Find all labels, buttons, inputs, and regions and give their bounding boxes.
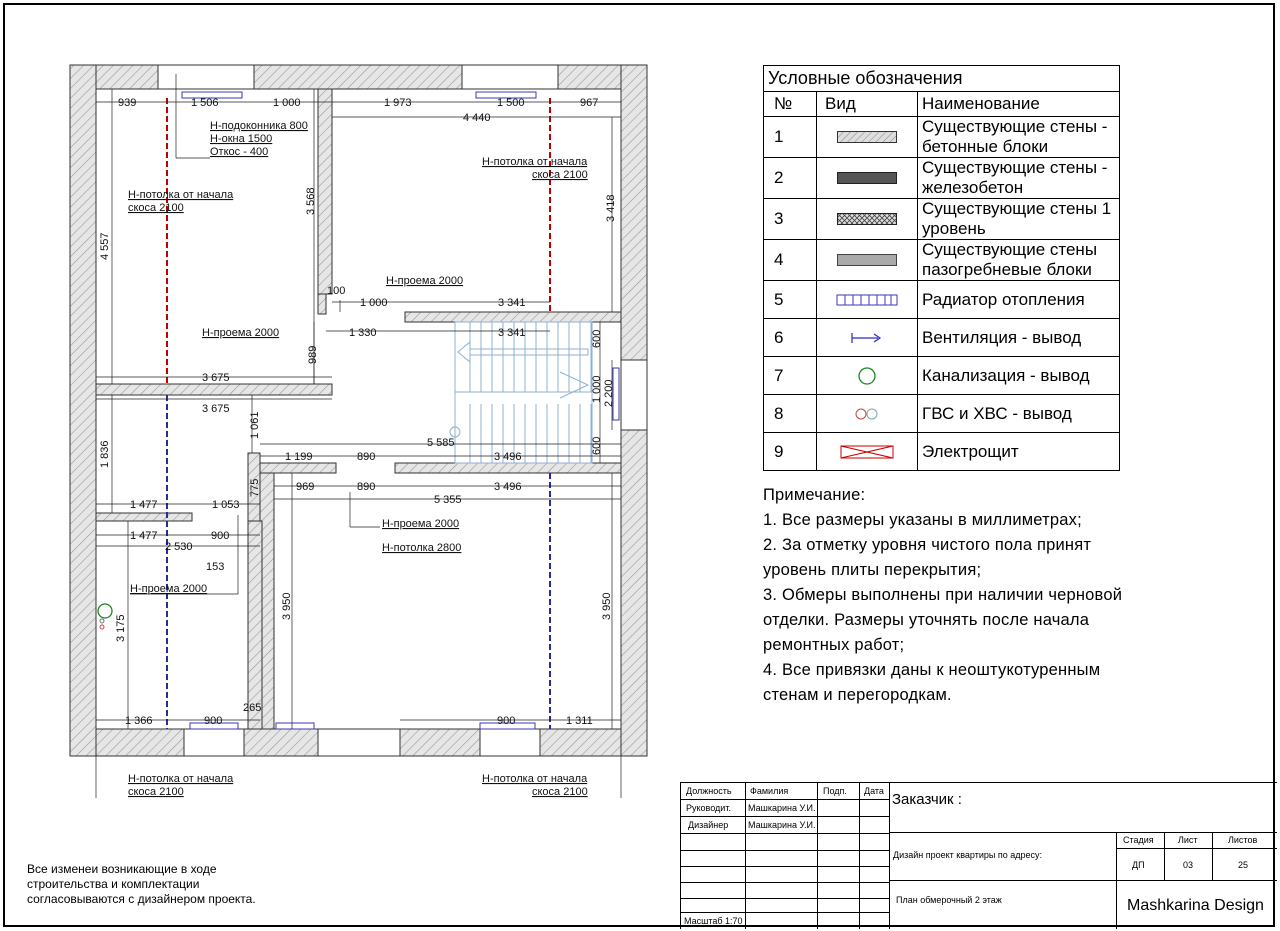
legend-num: 6 bbox=[764, 319, 817, 357]
legend-name: Существующие стены - бетонные блоки bbox=[918, 117, 1120, 158]
stamp-company: Mashkarina Design bbox=[1127, 897, 1264, 914]
dimension-lines bbox=[96, 74, 621, 798]
stamp-col-date: Дата bbox=[864, 786, 884, 796]
ceiling-slope-tl-2: скоса 2100 bbox=[128, 202, 184, 214]
opening-label-b: Н-проема 2000 bbox=[202, 327, 280, 339]
dim-3675b: 3 675 bbox=[202, 403, 230, 415]
dim-3950b: 3 950 bbox=[601, 592, 613, 620]
stamp-col-role: Должность bbox=[686, 786, 732, 796]
dim-989: 989 bbox=[307, 345, 319, 364]
electric-panel-icon bbox=[817, 433, 918, 471]
legend-num: 8 bbox=[764, 395, 817, 433]
dim-1973: 1 973 bbox=[384, 97, 412, 109]
radiator-icon bbox=[817, 281, 918, 319]
dim-3568: 3 568 bbox=[305, 187, 317, 215]
legend-row bbox=[764, 395, 1120, 433]
legend-col-num: № bbox=[764, 92, 817, 117]
water-circles-icon bbox=[817, 395, 918, 433]
ceiling-slope-br-2: скоса 2100 bbox=[532, 786, 588, 798]
dim-600b: 600 bbox=[591, 436, 603, 455]
opening-label-a: Н-проема 2000 bbox=[386, 275, 464, 287]
legend-name: Канализация - вывод bbox=[918, 357, 1120, 395]
window-height-label: Н-окна 1500 bbox=[210, 133, 273, 145]
legend-num: 5 bbox=[764, 281, 817, 319]
stamp-sheets-label: Листов bbox=[1228, 835, 1258, 845]
stamp-sheet-title: План обмерочный 2 этаж bbox=[896, 895, 1002, 905]
legend-name: Существующие стены - железобетон bbox=[918, 158, 1120, 199]
legend-num: 9 bbox=[764, 433, 817, 471]
dim-1311: 1 311 bbox=[566, 715, 593, 727]
dim-967: 967 bbox=[580, 97, 599, 109]
stamp-customer: Заказчик : bbox=[892, 791, 962, 808]
legend-name: Радиатор отопления bbox=[918, 281, 1120, 319]
note-line: уровень плиты перекрытия; bbox=[763, 561, 982, 579]
legend-col-name: Наименование bbox=[918, 92, 1120, 117]
legend-row bbox=[764, 281, 1120, 319]
legend-name: ГВС и ХВС - вывод bbox=[918, 395, 1120, 433]
interior-walls bbox=[96, 89, 621, 729]
legend-row bbox=[764, 199, 1120, 240]
dim-969: 969 bbox=[296, 481, 315, 493]
stamp-project: Дизайн проект квартиры по адресу: bbox=[893, 850, 1043, 860]
hot-water-icon bbox=[100, 625, 104, 629]
footnote-line: согласовываются с дизайнером проекта. bbox=[27, 892, 256, 906]
notes-title: Примечание: bbox=[763, 486, 866, 504]
opening-label-d: Н-проема 2000 bbox=[130, 583, 208, 595]
dim-3950a: 3 950 bbox=[281, 592, 293, 620]
note-line: ремонтных работ; bbox=[763, 636, 905, 654]
ceiling-slope-bl-1: Н-потолка от начала bbox=[128, 773, 234, 785]
ceiling-slope-tr-1: Н-потолка от начала bbox=[482, 156, 588, 168]
note-line: 2. За отметку уровня чистого пола принят bbox=[763, 536, 1092, 554]
legend-name: Существующие стены пазогребневые блоки bbox=[918, 240, 1120, 281]
legend-name: Вентиляция - вывод bbox=[918, 319, 1120, 357]
stamp-stage-label: Стадия bbox=[1123, 835, 1154, 845]
dim-1000c: 1 000 bbox=[591, 375, 603, 403]
stamp-sheets: 25 bbox=[1238, 860, 1249, 870]
legend-num: 1 bbox=[764, 117, 817, 158]
dim-265: 265 bbox=[243, 702, 262, 714]
dim-3496b: 3 496 bbox=[494, 481, 522, 493]
note-line: 1. Все размеры указаны в миллиметрах; bbox=[763, 511, 1082, 529]
stamp-stage: ДП bbox=[1132, 860, 1145, 870]
stamp-name-1: Машкарина У.И. bbox=[748, 803, 816, 813]
dim-4440: 4 440 bbox=[463, 112, 491, 124]
dim-1477b: 1 477 bbox=[130, 530, 158, 542]
gray-wall-icon bbox=[817, 240, 918, 281]
legend-name: Существующие стены 1 уровень bbox=[918, 199, 1120, 240]
dim-3175: 3 175 bbox=[115, 614, 127, 642]
sill-height-label: Н-подоконника 800 bbox=[210, 120, 308, 132]
dark-wall-icon bbox=[817, 158, 918, 199]
dim-1477a: 1 477 bbox=[130, 499, 158, 511]
legend-row bbox=[764, 158, 1120, 199]
legend-row bbox=[764, 319, 1120, 357]
ceiling-slope-br-1: Н-потолка от начала bbox=[482, 773, 588, 785]
note-line: отделки. Размеры уточнять после начала bbox=[763, 611, 1090, 629]
legend-row bbox=[764, 357, 1120, 395]
dim-5355: 5 355 bbox=[434, 494, 462, 506]
dim-2530: 2 530 bbox=[165, 541, 193, 553]
legend-row bbox=[764, 240, 1120, 281]
dim-3496a: 3 496 bbox=[494, 451, 522, 463]
note-line: 3. Обмеры выполнены при наличии черновой bbox=[763, 586, 1123, 604]
dim-890b: 890 bbox=[357, 481, 376, 493]
opening-label-c: Н-проема 2000 bbox=[382, 518, 460, 530]
staircase bbox=[450, 322, 592, 463]
dim-3675a: 3 675 bbox=[202, 372, 230, 384]
legend-title: Условные обозначения bbox=[764, 66, 1120, 92]
stamp-sheet: 03 bbox=[1183, 860, 1194, 870]
hatched-wall-icon bbox=[817, 117, 918, 158]
footnote-line: Все изменеи возникающие в ходе bbox=[27, 862, 217, 876]
dim-3341a: 3 341 bbox=[498, 297, 526, 309]
stamp-col-sign: Подп. bbox=[823, 786, 847, 796]
dim-3341b: 3 341 bbox=[498, 327, 526, 339]
dim-900b: 900 bbox=[204, 715, 223, 727]
ventilation-arrow-icon bbox=[817, 319, 918, 357]
legend-num: 2 bbox=[764, 158, 817, 199]
stamp-role-2: Дизайнер bbox=[688, 820, 729, 830]
ceiling-2800-label: Н-потолка 2800 bbox=[382, 542, 462, 554]
dim-900a: 900 bbox=[211, 530, 230, 542]
legend-row bbox=[764, 117, 1120, 158]
stamp-name-2: Машкарина У.И. bbox=[748, 820, 816, 830]
dim-600a: 600 bbox=[591, 329, 603, 348]
dim-1500: 1 500 bbox=[497, 97, 525, 109]
dim-1366: 1 366 bbox=[125, 715, 153, 727]
dim-1000: 1 000 bbox=[273, 97, 301, 109]
footnote bbox=[27, 862, 256, 907]
slope-label: Откос - 400 bbox=[210, 146, 269, 158]
stamp-col-surname: Фамилия bbox=[750, 786, 789, 796]
stamp-role-1: Руководит. bbox=[686, 803, 731, 813]
note-line: 4. Все привязки даны к неоштукотуренным bbox=[763, 661, 1101, 679]
dim-4557: 4 557 bbox=[99, 232, 111, 260]
dim-775: 775 bbox=[249, 478, 261, 497]
crosshatch-wall-icon bbox=[817, 199, 918, 240]
ceiling-slope-bl-2: скоса 2100 bbox=[128, 786, 184, 798]
legend-col-view: Вид bbox=[817, 92, 918, 117]
dim-890a: 890 bbox=[357, 451, 376, 463]
legend-num: 3 bbox=[764, 199, 817, 240]
title-block bbox=[680, 782, 1277, 929]
dim-1061: 1 061 bbox=[249, 411, 261, 439]
cold-water-icon bbox=[100, 619, 104, 623]
note-line: стенам и перегородкам. bbox=[763, 686, 952, 704]
dim-1053: 1 053 bbox=[212, 499, 240, 511]
legend-row bbox=[764, 433, 1120, 471]
dim-939: 939 bbox=[118, 97, 137, 109]
sewage-circle-icon bbox=[817, 357, 918, 395]
notes-block bbox=[763, 483, 1163, 708]
dim-1199: 1 199 bbox=[285, 451, 313, 463]
dim-153: 153 bbox=[206, 561, 225, 573]
dim-1506: 1 506 bbox=[191, 97, 219, 109]
dim-1330: 1 330 bbox=[349, 327, 377, 339]
footnote-line: строительства и комплектации bbox=[27, 877, 200, 891]
dim-1836: 1 836 bbox=[99, 440, 111, 468]
dim-100: 100 bbox=[327, 285, 346, 297]
legend-table bbox=[763, 65, 1120, 471]
legend-num: 7 bbox=[764, 357, 817, 395]
sewage-icon bbox=[98, 604, 112, 618]
dim-2200: 2 200 bbox=[603, 379, 615, 407]
ceiling-slope-tr-2: скоса 2100 bbox=[532, 169, 588, 181]
stamp-scale: Масштаб 1:70 bbox=[684, 916, 743, 926]
stamp-sheet-label: Лист bbox=[1178, 835, 1198, 845]
dim-1000b: 1 000 bbox=[360, 297, 388, 309]
legend-num: 4 bbox=[764, 240, 817, 281]
legend-name: Электрощит bbox=[918, 433, 1120, 471]
dim-900c: 900 bbox=[497, 715, 516, 727]
dim-3418: 3 418 bbox=[605, 194, 617, 222]
ceiling-slope-tl-1: Н-потолка от начала bbox=[128, 189, 234, 201]
dim-5585: 5 585 bbox=[427, 437, 455, 449]
